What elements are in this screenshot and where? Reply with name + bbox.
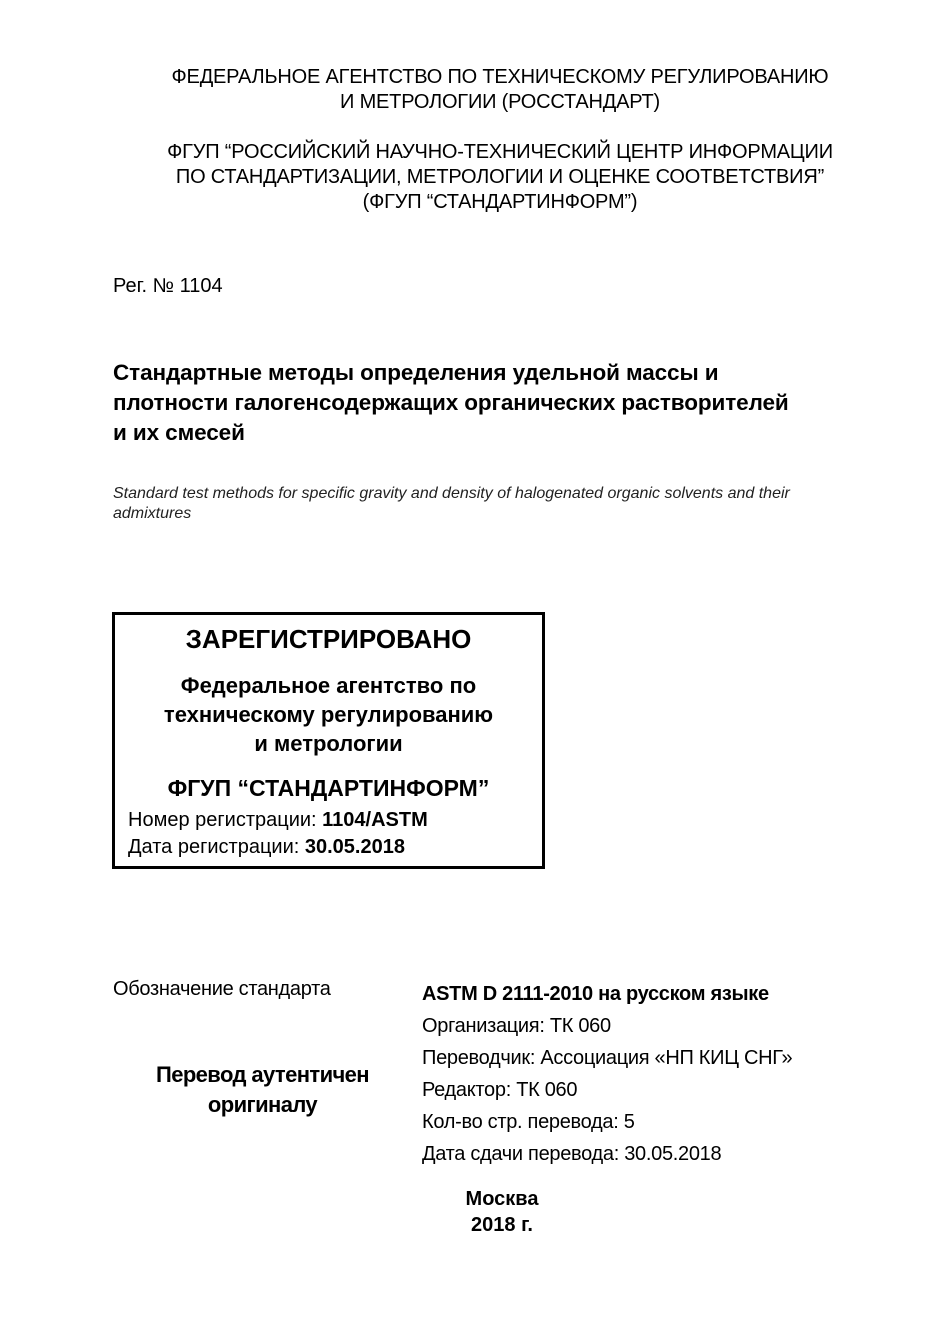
authentic-line: Перевод аутентичен xyxy=(155,1062,369,1087)
stamp-registration-number xyxy=(128,807,428,833)
agency-heading xyxy=(100,65,900,115)
center-line: ФГУП “РОССИЙСКИЙ НАУЧНО-ТЕХНИЧЕСКИЙ ЦЕНТР ИНФОРМАЦИИ xyxy=(167,141,833,163)
agency-line: И МЕТРОЛОГИИ (РОССТАНДАРТ) xyxy=(340,91,660,113)
detail-translator: Переводчик: Ассоциация «НП КИЦ СНГ» xyxy=(422,1047,793,1069)
center-line: ПО СТАНДАРТИЗАЦИИ, МЕТРОЛОГИИ И ОЦЕНКЕ СООТВЕТСТВИЯ” xyxy=(175,166,825,188)
stamp-agency xyxy=(115,671,542,758)
year: 2018 г. xyxy=(471,1214,533,1236)
authentic-line: оригиналу xyxy=(207,1092,318,1117)
stamp-reg-date-value: 30.05.2018 xyxy=(304,836,405,858)
stamp-title: ЗАРЕГИСТРИРОВАНО xyxy=(185,624,472,654)
title-ru-line: Стандартные методы определения удельной массы и xyxy=(113,360,719,385)
translation-details xyxy=(422,978,902,1170)
authentic-translation-note xyxy=(130,1060,395,1120)
title-ru-line: и их смесей xyxy=(113,420,245,445)
stamp-reg-number-value: 1104/ASTM xyxy=(322,809,428,831)
registration-stamp xyxy=(112,612,545,869)
document-title-en xyxy=(113,484,903,524)
stamp-organization: ФГУП “СТАНДАРТИНФОРМ” xyxy=(167,775,490,801)
center-line: (ФГУП “СТАНДАРТИНФОРМ”) xyxy=(362,191,638,213)
designation-label: Обозначение стандарта xyxy=(113,978,331,1000)
title-en-line: Standard test methods for specific gravity and density of halogenated organic solvents and their xyxy=(113,485,790,502)
city: Москва xyxy=(465,1188,539,1210)
stamp-registration-date xyxy=(128,834,405,860)
document-title-ru xyxy=(113,358,913,448)
stamp-agency-line: техническому регулированию xyxy=(163,702,494,727)
center-heading xyxy=(100,140,900,215)
stamp-reg-number-label: Номер регистрации: xyxy=(128,809,323,831)
stamp-reg-date-label: Дата регистрации: xyxy=(128,836,305,858)
stamp-agency-line: и метрологии xyxy=(254,731,403,756)
title-en-line: admixtures xyxy=(113,505,192,522)
registration-number: Рег. № 1104 xyxy=(113,275,223,297)
detail-organization: Организация: ТК 060 xyxy=(422,1015,611,1037)
detail-submission-date: Дата сдачи перевода: 30.05.2018 xyxy=(422,1143,722,1165)
detail-editor: Редактор: ТК 060 xyxy=(422,1079,578,1101)
title-ru-line: плотности галогенсодержащих органических растворителей xyxy=(113,390,789,415)
detail-page-count: Кол-во стр. перевода: 5 xyxy=(422,1111,635,1133)
city-year xyxy=(442,1186,562,1238)
standard-designation: ASTM D 2111-2010 на русском языке xyxy=(422,983,769,1005)
stamp-agency-line: Федеральное агентство по xyxy=(180,673,477,698)
agency-line: ФЕДЕРАЛЬНОЕ АГЕНТСТВО ПО ТЕХНИЧЕСКОМУ РЕГУЛИРОВАНИЮ xyxy=(171,66,829,88)
